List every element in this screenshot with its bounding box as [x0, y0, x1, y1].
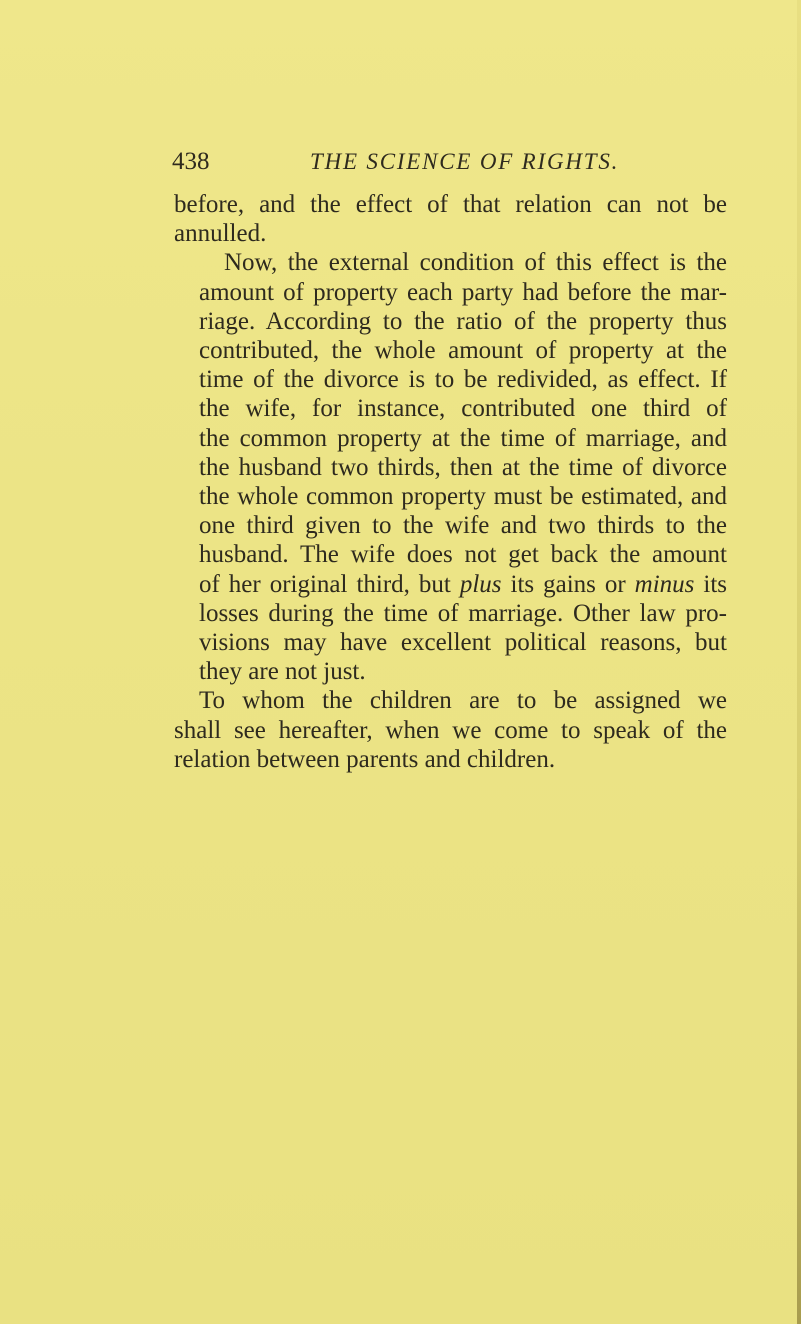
text-run: of her original third, but [199, 570, 460, 598]
text-line-with-italics [174, 570, 727, 599]
text-line: contributed, the whole amount of property at the [199, 337, 727, 365]
text-line: husband. The wife does not get back the amount [199, 541, 727, 569]
text-line: shall see hereafter, when we come to speak of the [174, 716, 727, 744]
text-run: its [694, 570, 728, 598]
text-line: time of the divorce is to be redivided, as effect. If [199, 366, 727, 394]
text-line: before, and the effect of that relation can not be [174, 191, 727, 218]
paragraph-1 [174, 190, 727, 248]
text-line: losses during the time of marriage. Other law pro- [199, 599, 727, 627]
running-header [172, 145, 632, 179]
text-line: one third given to the wife and two thirds to the [199, 512, 727, 540]
text-line: they are not just. [199, 658, 366, 686]
text-line: the husband two thirds, then at the time of divorce [199, 453, 727, 481]
text-line: relation between parents and children. [174, 745, 556, 773]
text-line: the common property at the time of marriage, and [199, 424, 727, 452]
paragraph-2 [174, 248, 727, 686]
text-run: its gains or [501, 570, 635, 598]
italic-word-minus: minus [634, 570, 695, 598]
paragraph-3 [174, 686, 727, 774]
text-line: the wife, for instance, contributed one third of [199, 395, 727, 423]
page-number: 438 [172, 148, 210, 175]
body-text [174, 190, 727, 774]
text-line: the whole common property must be estimated, and [199, 483, 727, 511]
text-line: riage. According to the ratio of the property thus [199, 307, 727, 335]
running-title: THE SCIENCE OF RIGHTS. [310, 149, 620, 174]
italic-word-plus: plus [459, 570, 502, 598]
text-line: annulled. [174, 220, 267, 248]
text-line: Now, the external condition of this effect is the [224, 249, 727, 277]
page-edge-shadow [797, 0, 801, 1324]
text-line: To whom the children are to be assigned we [199, 687, 727, 715]
text-line: amount of property each party had before the mar- [199, 278, 727, 306]
text-line: visions may have excellent political reasons, but [199, 629, 727, 657]
